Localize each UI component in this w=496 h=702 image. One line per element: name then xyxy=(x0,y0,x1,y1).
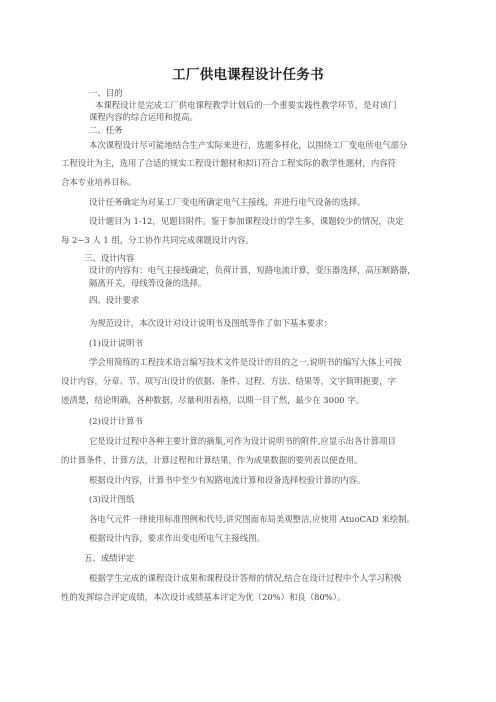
paragraph-line: 设计任务确定为对某工厂变电所确定电气主接线，并进行电气设备的选择。 xyxy=(89,197,366,207)
subheading-line: (1)设计说明书 xyxy=(89,338,143,348)
paragraph-line: 设计题目为 1-12，见题目附件。鉴于参加课程设计的学生多，课题较少的情况，决定 xyxy=(89,216,404,226)
paragraph-line: 它是设计过程中各种主要计算的摘集,可作为设计说明书的附件,应显示出各计算项目 xyxy=(89,436,396,446)
paragraph-line: 本课程设计是完成工厂供电课程教学计划后的一个重要实践性教学环节，是对该门 xyxy=(95,100,397,110)
paragraph-line: 学会用简练的工程技术语言编写技术文件是设计的目的之一,说明书的编写大体上可按 xyxy=(89,357,402,367)
section-heading-requirements: 四、设计要求 xyxy=(89,295,140,305)
paragraph-line: 的计算条件，计算方法，计算过程和计算结果，作为成果数据的要列表以便查用。 xyxy=(61,455,363,465)
section-heading-purpose: 一、目的 xyxy=(89,88,123,98)
subheading-line: (2)设计计算书 xyxy=(89,416,143,426)
paragraph-line: 各电气元件一律使用标准图例和代号,讲究图面布局美观整洁,应使用 AtuoCAD 来绘制。 xyxy=(89,514,415,524)
section-heading-evaluation: 五、成绩评定 xyxy=(84,553,135,563)
paragraph-line: 合本专业培养目标。 xyxy=(61,177,137,187)
paragraph-line: 工程设计为主，选用了合适的规实工程设计题材和拟订符合工程实际的教学性题材，内容符 xyxy=(61,158,396,168)
paragraph-line: 每 2~3 人 1 组，分工协作共同完成课题设计内容。 xyxy=(61,235,254,245)
document-title: 工厂供电课程设计任务书 xyxy=(172,67,324,83)
paragraph-line: 课程内容的综合运用和提高。 xyxy=(89,112,198,122)
paragraph-line: 为规范设计，本次设计对设计说明书及图纸等作了如下基本要求： xyxy=(89,318,332,328)
section-heading-task: 二、任务 xyxy=(89,125,123,135)
paragraph-line: 设计的内容有：电气主接线确定，负荷计算，短路电流计算，变压器选择，高压断路器， xyxy=(89,265,416,275)
paragraph-line: 性的发挥综合评定成绩，本次设计成绩基本评定为优（20%）和良（80%）。 xyxy=(61,592,346,602)
section-heading-content: 三、设计内容 xyxy=(84,253,135,263)
paragraph-line: 根据设计内容，要求作出变电所电气主接线图。 xyxy=(89,533,265,543)
paragraph-line: 根据学生完成的课程设计成果和课程设计答辩的情况,结合在设计过程中个人学习积极 xyxy=(89,573,402,583)
paragraph-line: 本次课程设计尽可能地结合生产实际来进行，选题多样化，以围绕工厂变电所电气部分 xyxy=(89,140,408,150)
paragraph-line: 隔离开关，母线等设备的选择。 xyxy=(89,278,207,288)
paragraph-line: 设计内容，分章、节、项写出设计的依据、条件、过程、方法、结果等，文字简明扼要，字 xyxy=(61,376,396,386)
paragraph-line: 根据设计内容，计算书中至少有短路电流计算和设备选择校验计算的内容。 xyxy=(89,475,366,485)
subheading-line: (3)设计图纸 xyxy=(89,494,135,504)
paragraph-line: 迹清楚，结论明确，各种数据，尽量利用表格，以期一目了然，最少在 3000 字。 xyxy=(61,395,365,405)
